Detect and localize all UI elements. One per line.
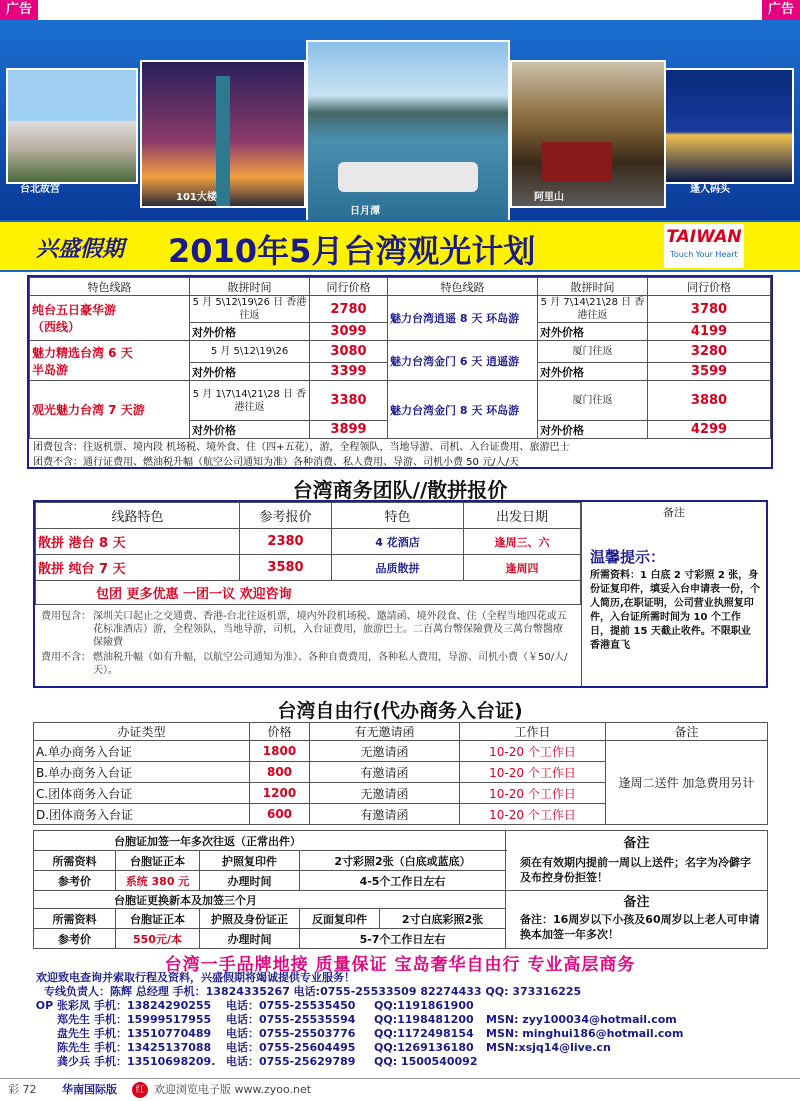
label-out-a1: 对外价格: [190, 323, 310, 341]
free-remark: 逢周二送件 加急费用另计: [606, 741, 768, 825]
free-invite-b: 有邀请函: [310, 762, 460, 783]
permit1-remark: 须在有效期内提前一周以上送件；名字为冷僻字及布控身份拒签！: [520, 856, 751, 884]
contact-welcome: 欢迎致电查询并索取行程及资料，兴盛假期将竭诚提供专业服务！: [36, 971, 355, 984]
biz-feature-2: 品质散拼: [332, 555, 464, 581]
photo-sun-moon-lake: [306, 40, 510, 220]
footer-site[interactable]: 欢迎浏览电子版 www.zyoo.net: [154, 1083, 312, 1096]
biz-th-feature: 特色: [332, 503, 464, 529]
biz-fee-in: 深圳关口起止之交通费、香港-台北往返机票，境内外段机场税、邀請函、境外段食、住（全程当地四花或五花标准酒店）游，全程领队，当地导游，司机，入台证费用，旅游巴士。二百萬台幣保險費及三萬台幣醫療保險費: [93, 611, 567, 648]
free-th-remark: 备注: [606, 723, 768, 741]
photo-alishan: [510, 60, 666, 208]
permit2-price: 550元/本: [116, 929, 200, 949]
time-a1: 5 月 5\12\19\26 日 香港往返: [190, 296, 310, 323]
permit1-title: 台胞证加签一年多次往返（正常出件）: [34, 831, 506, 851]
caption-palace: 台北故宫: [20, 184, 60, 195]
permit2-doc3: 反面复印件: [300, 909, 380, 929]
out-a2: 3399: [310, 363, 388, 381]
free-th-type: 办证类型: [34, 723, 250, 741]
permit2-time: 5-7个工作日左右: [300, 929, 506, 949]
peer-a3: 3380: [310, 381, 388, 421]
biz-th-route: 线路特色: [36, 503, 240, 529]
route-a2: 魅力精选台湾 6 天 半岛游: [30, 341, 190, 381]
hero-photo-strip: [0, 20, 800, 220]
permit1-doc-label: 所需资料: [34, 851, 116, 871]
contact-list: [12, 999, 792, 1069]
permit1-doc2: 护照复印件: [200, 851, 300, 871]
label-out-b3: 对外价格: [538, 421, 648, 439]
free-invite-a: 无邀请函: [310, 741, 460, 762]
biz-th-date: 出发日期: [464, 503, 581, 529]
business-title: 台湾商务团队//散拼报价: [292, 478, 508, 502]
photo-lovers-pier: [664, 68, 794, 184]
peer-b1: 3780: [648, 296, 771, 323]
free-title: 台湾自由行(代办商务入台证): [277, 700, 523, 722]
title-banner: [0, 220, 800, 272]
biz-fee-in-label: 费用包含：: [41, 611, 91, 622]
biz-route-1: 散拼 港台 8 天: [36, 529, 240, 555]
tour-includes: 团费包含：往返机票、境内段 机场税、境外食、住（四+五花），游，全程领队，当地导游、司机、入台证费用、旅游巴士: [33, 442, 570, 453]
page-footer: [0, 1078, 800, 1100]
time-a3: 5 月 1\7\14\21\28 日 香港往返: [190, 381, 310, 421]
route-a3: 观光魅力台湾 7 天游: [30, 381, 190, 439]
permit2-remark-cell: [506, 891, 768, 949]
biz-route-2: 散拼 纯台 7 天: [36, 555, 240, 581]
logo-sub: Touch Your Heart: [670, 250, 738, 259]
tour-excludes: 团费不含：通行证费用、燃油税升幅（航空公司通知为准）各种消费、私人费用、导游、司机小费 50 元/人/天: [33, 457, 519, 468]
th-time-b: 散拼时间: [538, 278, 648, 296]
permit2-time-label: 办理时间: [200, 929, 300, 949]
label-out-b1: 对外价格: [538, 323, 648, 341]
permit1-price-label: 参考价: [34, 871, 116, 891]
contact-row: 郑先生 手机：15999517955 电话：0755-25535594 QQ:1198481200 MSN: zyy100034@hotmail.com: [57, 1013, 677, 1026]
time-b1: 5 月 7\14\21\28 日 香港往返: [538, 296, 648, 323]
contact-row: 盘先生 手机：13510770489 电话：0755-25503776 QQ:1172498154 MSN: minghui186@hotmail.com: [57, 1027, 684, 1040]
contact-row: 陈先生 手机：13425137088 电话：0755-25604495 QQ:1269136180 MSN:xsjq14@live.cn: [57, 1041, 611, 1054]
brand-slogan: 台湾一手品牌地接 质量保证 宝岛奢华自由行 专业高层商务: [164, 955, 636, 975]
th-price-b: 同行价格: [648, 278, 771, 296]
permit1-price: 系统 380 元: [116, 871, 200, 891]
ad-tag-right: 广告: [762, 0, 800, 20]
brand-name: 兴盛假期: [36, 237, 125, 262]
label-out-a3: 对外价格: [190, 421, 310, 439]
free-days-d: 10-20 个工作日: [460, 804, 606, 825]
contact-row: 龚少兵 手机：13510698209. 电话：0755-25629789 QQ: 1500540092: [57, 1055, 478, 1068]
biz-price-2: 3580: [240, 555, 332, 581]
free-price-c: 1200: [250, 783, 310, 804]
free-price-a: 1800: [250, 741, 310, 762]
out-a3: 3899: [310, 421, 388, 439]
biz-th-price: 参考报价: [240, 503, 332, 529]
peer-b3: 3880: [648, 381, 771, 421]
free-th-invite: 有无邀请函: [310, 723, 460, 741]
time-a2: 5 月 5\12\19\26: [190, 341, 310, 363]
taiwan-logo: [664, 224, 744, 268]
biz-date-1: 逢周三、六: [464, 529, 581, 555]
biz-fees: [41, 610, 571, 677]
footer-page: 彩 72: [8, 1083, 37, 1096]
free-th-price: 价格: [250, 723, 310, 741]
free-type-b: B.单办商务入台证: [34, 762, 250, 783]
permit1-doc1: 台胞证正本: [116, 851, 200, 871]
free-invite-c: 无邀请函: [310, 783, 460, 804]
biz-tip-title: 温馨提示：: [590, 548, 666, 566]
permit-table-2: [33, 890, 768, 949]
caption-pier: 逢人码头: [690, 184, 730, 195]
permit2-remark-title: 备注: [623, 895, 650, 910]
free-th-days: 工作日: [460, 723, 606, 741]
out-b1: 4199: [648, 323, 771, 341]
out-a1: 3099: [310, 323, 388, 341]
permit1-doc3: 2寸彩照2张（白底或蓝底）: [300, 851, 506, 871]
free-table: [33, 722, 768, 825]
permit2-remark: 备注：16周岁以下小孩及60周岁以上老人可申请换本加签一年多次！: [520, 913, 760, 941]
permit2-doc-label: 所需资料: [34, 909, 116, 929]
biz-fee-out: 燃油税升幅（如有升幅，以航空公司通知为准）、各种自费费用，各种私人费用，导游、司机小费（￥50/人/天）。: [93, 652, 568, 676]
free-price-b: 800: [250, 762, 310, 783]
biz-slogan: 包团 更多优惠 一团一议 欢迎咨询: [36, 581, 581, 605]
th-route-a: 特色线路: [30, 278, 190, 296]
peer-a1: 2780: [310, 296, 388, 323]
business-table: [33, 500, 768, 688]
permit2-title: 台胞证更换新本及加签三个月: [34, 891, 506, 909]
banner-year: 2010: [168, 232, 258, 270]
free-type-d: D.团体商务入台证: [34, 804, 250, 825]
permit1-remark-title: 备注: [623, 836, 650, 851]
banner-title: 年5月台湾观光计划: [257, 232, 536, 270]
th-route-b: 特色线路: [388, 278, 538, 296]
biz-fee-out-label: 费用不含：: [41, 652, 91, 663]
footer-badge: 红: [132, 1082, 148, 1098]
biz-feature-1: 4 花酒店: [332, 529, 464, 555]
label-out-a2: 对外价格: [190, 363, 310, 381]
peer-a2: 3080: [310, 341, 388, 363]
caption-alishan: 阿里山: [534, 192, 564, 203]
route-b1: 魅力台湾逍遥 8 天 环岛游: [388, 296, 538, 341]
permit1-remark-cell: [506, 831, 768, 891]
contact-row: OP 张彩凤 手机：13824290255 电话：0755-25535450 QQ:1191861900: [35, 999, 474, 1012]
logo-text: TAIWAN: [666, 227, 742, 247]
free-type-a: A.单办商务入台证: [34, 741, 250, 762]
free-price-d: 600: [250, 804, 310, 825]
biz-th-remark: 备注: [663, 506, 685, 519]
biz-tip: 所需资料：1 白底 2 寸彩照 2 张，身份证复印件，填妥入台申请表一份，个人简历,在职证明，公司营业执照复印件，入台证所需时间为 10 个工作日，提前 15 天截止收件。不限职业 香港直飞: [590, 570, 760, 651]
free-type-c: C.团体商务入台证: [34, 783, 250, 804]
time-b3: 厦门往返: [538, 381, 648, 421]
permit2-doc2: 护照及身份证正: [200, 909, 300, 929]
permit1-time: 4-5个工作日左右: [300, 871, 506, 891]
free-invite-d: 有邀请函: [310, 804, 460, 825]
time-b2: 厦门往返: [538, 341, 648, 363]
caption-101: 101大楼: [176, 192, 217, 203]
permit2-doc1: 台胞证正本: [116, 909, 200, 929]
photo-taipei-101: [140, 60, 306, 208]
th-time-a: 散拼时间: [190, 278, 310, 296]
free-days-c: 10-20 个工作日: [460, 783, 606, 804]
free-days-a: 10-20 个工作日: [460, 741, 606, 762]
free-days-b: 10-20 个工作日: [460, 762, 606, 783]
banner-headline: [168, 226, 535, 272]
contact-line: 专线负责人：陈辉 总经理 手机：13824335267 电话:0755-25533509 82274433 QQ: 373316225: [44, 985, 582, 998]
th-price-a: 同行价格: [310, 278, 388, 296]
permit-table-1: [33, 830, 768, 891]
photo-palace-museum: [6, 68, 138, 184]
caption-lake: 日月潭: [350, 206, 380, 217]
route-a1: 纯台五日豪华游 （西线）: [30, 296, 190, 341]
out-b3: 4299: [648, 421, 771, 439]
biz-date-2: 逢周四: [464, 555, 581, 581]
route-b3: 魅力台湾金门 8 天 环岛游: [388, 381, 538, 439]
ad-tag-left: 广告: [0, 0, 38, 20]
peer-b2: 3280: [648, 341, 771, 363]
out-b2: 3599: [648, 363, 771, 381]
biz-remark-panel: [581, 502, 766, 686]
route-b2: 魅力台湾金门 6 天 逍遥游: [388, 341, 538, 381]
permit1-time-label: 办理时间: [200, 871, 300, 891]
label-out-b2: 对外价格: [538, 363, 648, 381]
tour-price-table: [27, 275, 773, 469]
permit2-price-label: 参考价: [34, 929, 116, 949]
biz-price-1: 2380: [240, 529, 332, 555]
footer-edition: 华南国际版: [62, 1083, 117, 1096]
permit2-doc4: 2寸白底彩照2张: [380, 909, 506, 929]
